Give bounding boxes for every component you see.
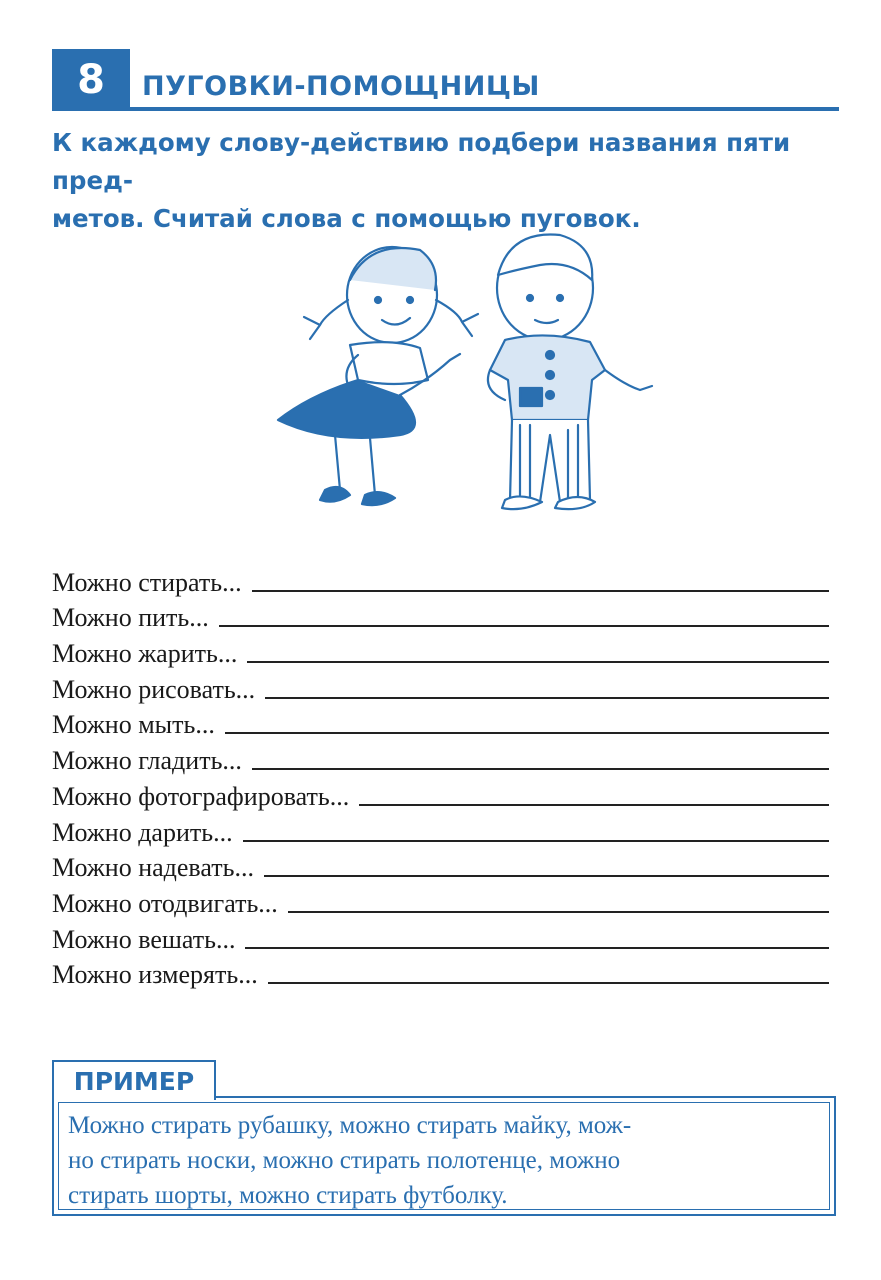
page-header (52, 49, 839, 111)
page-title: ПУГОВКИ-ПОМОЩНИЦЫ (142, 71, 540, 102)
row-label: Можно измерять... (52, 960, 258, 990)
row-label: Можно рисовать... (52, 674, 256, 704)
answer-row (52, 598, 829, 634)
instruction-line-1: К каждому слову-действию подбери названия пяти пред- (52, 128, 791, 195)
example-line-3: стирать шорты, можно стирать футболку. (68, 1182, 508, 1209)
answer-row (52, 776, 829, 812)
answer-line[interactable] (252, 590, 829, 592)
answer-row (52, 669, 829, 705)
row-label: Можно пить... (52, 603, 209, 633)
answer-line[interactable] (252, 768, 829, 770)
row-label: Можно фотографировать... (52, 781, 350, 811)
girl-figure (278, 247, 478, 505)
answer-line[interactable] (268, 982, 829, 984)
answer-row (52, 633, 829, 669)
row-label: Можно отодвигать... (52, 888, 278, 918)
example-line-2: но стирать носки, можно стирать полотенце, можно (68, 1147, 621, 1174)
instruction-line-2: метов. Считай слова с помощью пуговок. (52, 204, 641, 233)
answer-line[interactable] (359, 804, 829, 806)
answer-row (52, 919, 829, 955)
answer-rows (52, 562, 829, 990)
lesson-number-badge: 8 (52, 49, 130, 111)
answer-line[interactable] (245, 947, 829, 949)
answer-row (52, 740, 829, 776)
title-underline (130, 107, 839, 111)
answer-line[interactable] (243, 840, 829, 842)
answer-line[interactable] (219, 625, 829, 627)
answer-row (52, 848, 829, 884)
answer-row (52, 955, 829, 991)
answer-row (52, 705, 829, 741)
example-line-1: Можно стирать рубашку, можно стирать майку, мож- (68, 1112, 632, 1139)
answer-line[interactable] (247, 661, 829, 663)
answer-line[interactable] (265, 697, 829, 699)
example-text (68, 1108, 824, 1213)
answer-line[interactable] (225, 732, 829, 734)
row-label: Можно надевать... (52, 853, 254, 883)
row-label: Можно вешать... (52, 924, 236, 954)
answer-line[interactable] (288, 911, 829, 913)
row-label: Можно дарить... (52, 817, 233, 847)
answer-line[interactable] (264, 875, 829, 877)
children-illustration (250, 220, 670, 525)
boy-figure (488, 235, 652, 510)
row-label: Можно стирать... (52, 567, 242, 597)
example-box (52, 1096, 836, 1216)
answer-row (52, 562, 829, 598)
answer-row (52, 812, 829, 848)
row-label: Можно мыть... (52, 710, 215, 740)
row-label: Можно гладить... (52, 746, 242, 776)
row-label: Можно жарить... (52, 639, 238, 669)
answer-row (52, 883, 829, 919)
example-tab: ПРИМЕР (52, 1060, 216, 1100)
